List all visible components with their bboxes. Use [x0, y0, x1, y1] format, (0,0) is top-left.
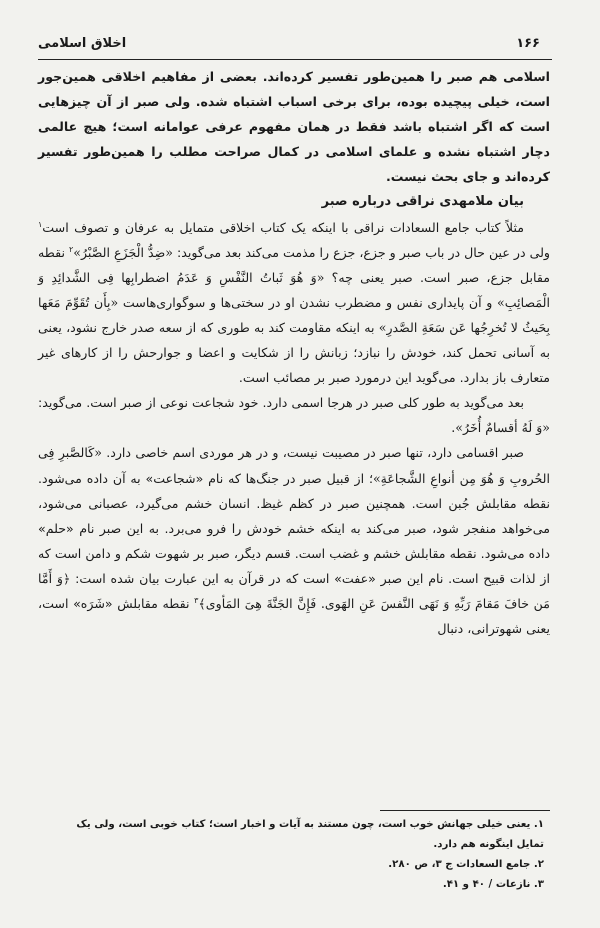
footnote-1: ۱. یعنی خیلی جهانش خوب است، چون مستند به آیات و اخبار است؛ کتاب خوبی است، ولی یک تمایل اینگونه هم دارد. [76, 819, 544, 850]
arabic-quote: «بِأَن تُقَوِّمَ مَعَها بِحَیثُ لا تُخرِجُها عَن سَعَةِ الصَّدرِ» [38, 294, 550, 335]
footnote-2: ۲. جامع السعادات ج ۳، ص ۲۸۰. [388, 859, 544, 870]
footnote-rule [380, 810, 550, 811]
footnote-ref-2: ۲ [68, 244, 74, 254]
text-run: بعد می‌گوید به طور کلی صبر در هرجا اسمی دارد. خود شجاعت نوعی از صبر است. می‌گوید: [38, 395, 524, 411]
text-run: مثلاً کتاب جامع السعادات نراقی با اینکه یک کتاب اخلاقی متمایل به عرفان و تصوف است [42, 219, 524, 235]
paragraph-courage [38, 390, 550, 440]
text-run: نقطه مقابلش «شَرَه» است، یعنی شهوترانی، دنبال [38, 595, 550, 637]
text-run: صبر اقسامی دارد، تنها صبر در مصیبت نیست، و در هر موردی اسم خاصی دارد. [101, 445, 524, 461]
book-title: اخلاق اسلامی [38, 36, 127, 51]
text-run: نقطه مقابل جزع، صبر است. صبر یعنی چه؟ [38, 244, 550, 285]
section-heading: بیان ملامهدی نراقی درباره صبر [321, 194, 524, 210]
paragraph-naraqi [38, 215, 550, 391]
running-header [38, 34, 540, 56]
header-rule [38, 59, 552, 60]
footnotes [48, 815, 544, 895]
arabic-quote: «وَ هُوَ ثَباتُ النَّفْسِ وَ عَدَمُ اضطرابِها فِی الشَّدائِدِ وَ الْمَصائِبِ» [38, 269, 550, 310]
footnote-ref-1: ۱ [38, 219, 43, 229]
footnote-3: ۳. نازعات / ۴۰ و ۴۱. [442, 879, 544, 890]
text-run: ؛ از قبیل صبر در جنگ‌ها که نام «شجاعت» به آن داده می‌شود. نقطه مقابلش جُبن است. همچنین صبر در کظم غیظ. انسان خشم می‌گیرد، عصبانی می‌شود، می‌خواهد منفجر شود، صبر می‌کند به اینکه خشم خودش را فرو می‌برد. به این صبر نام «حلم» داده می‌شود. نقطه مقابلش خشم و غضب است. قسم دیگر، صبر بر شهوت شکم و دامن است که از لذات قبیح است. نام این صبر «عفت» است که در قرآن به این عبارت بیان شده است: [38, 470, 550, 586]
paragraph-continuation: اسلامی هم صبر را همین‌طور تفسیر کرده‌اند. بعضی از مفاهیم اخلاقی همین‌جور است، خیلی پیچیده بوده، برای برخی اسباب اشتباه شده. ولی صبر از آن چیزهایی است که اگر اشتباه باشد فقط در همان مفهوم عرفی عوامانه است؛ هیچ عالمی دچار اشتباه نشده و علمای اسلامی در کمال صراحت مطلب را همین‌طور تفسیر کرده‌اند و جای بحث نیست. [38, 69, 550, 185]
paragraph-kinds-of-patience [38, 440, 550, 641]
arabic-quote: «کَالصَّبرِ فِی الحُروبِ وَ هُوَ مِن أنواعِ الشَّجاعَةِ» [38, 445, 550, 486]
main-text [38, 64, 550, 641]
page-number: ۱۶۶ [516, 36, 540, 51]
arabic-quote: «وَ لَهُ أقسامٌ أُخَرُ». [451, 420, 550, 436]
quran-verse: ﴿وَ أَمَّا مَن خافَ مَقامَ رَبِّهِ وَ نَهَی النَّفسَ عَنِ الهَوی. فَإِنَّ الجَنَّةَ هِیَ المَأوی﴾ [38, 570, 550, 611]
text-run: به اینکه مقاومت کند به طوری که از سعه صدر خارج نشود، یعنی به آسانی تحمل کند، خودش را نبازد؛ زبانش را از شکایت و اعضا و جوارحش را از کارهای غیر متعارف باز بدارد. می‌گوید این درمورد صبر بر مصائب است. [38, 319, 550, 386]
footnote-ref-3: ۳ [194, 595, 199, 605]
text-run: ولی در عین حال در باب صبر و جزع، جزع را مذمت می‌کند بعد می‌گوید: [172, 244, 550, 260]
text-run: و آن پایداری نفس و مضطرب نشدن او در سختی‌ها و سوگواری‌هاست [118, 294, 498, 310]
arabic-quote: «ضِدُّ الْجَزَعِ الصَّبْرُ» [73, 244, 173, 260]
